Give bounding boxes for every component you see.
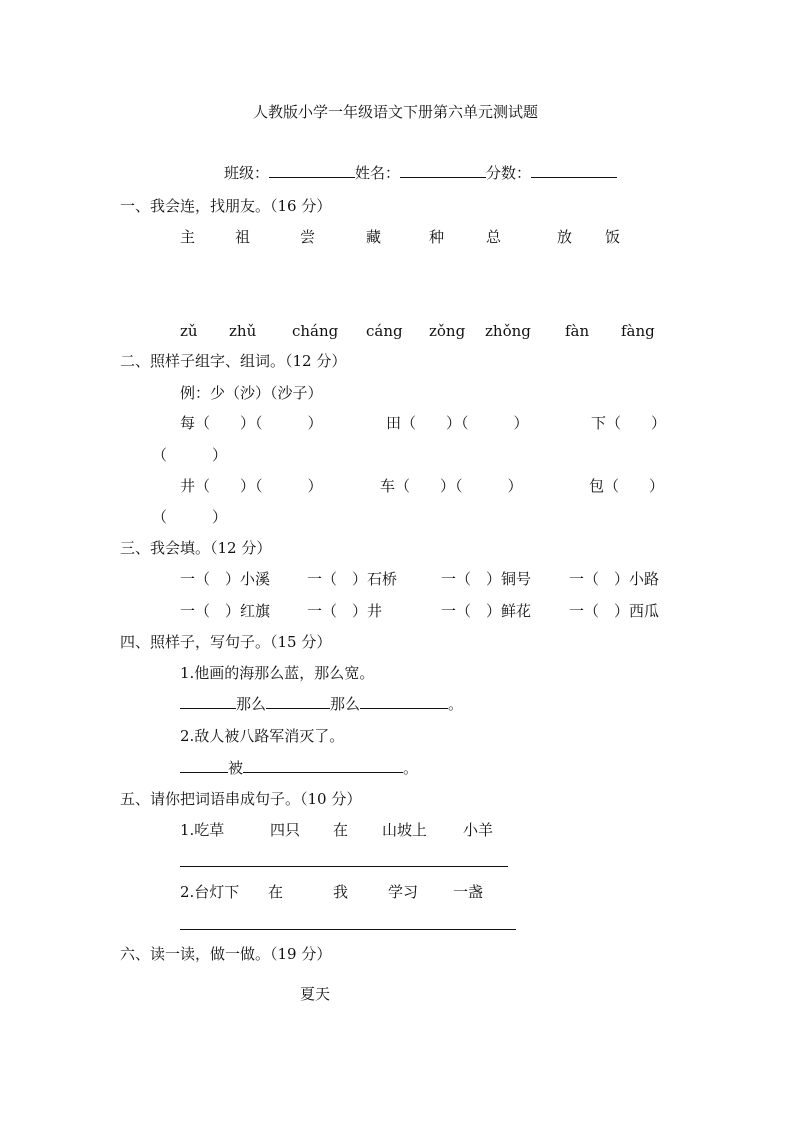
s4-blank-4[interactable] [180, 758, 228, 773]
s4-example-1: 1.他画的海那么蓝，那么宽。 [180, 664, 375, 682]
s1-char-4[interactable]: 藏 [366, 228, 382, 246]
s2-item-xia-wrap[interactable]: （ ） [152, 446, 228, 464]
s5-q1-word-5: 小羊 [463, 821, 494, 839]
s3-item-5[interactable]: 一（ ）红旗 [180, 602, 271, 620]
s1-pinyin-5[interactable]: zǒng [429, 322, 466, 340]
s3-item-8[interactable]: 一（ ）西瓜 [569, 602, 660, 620]
s6-passage-title: 夏天 [300, 985, 331, 1003]
s2-item-mei[interactable]: 每（ ）（ ） [180, 414, 323, 432]
s1-char-6[interactable]: 总 [486, 228, 502, 246]
s5-q1-word-4: 山坡上 [382, 821, 428, 839]
s5-q1-word-1: 1.吃草 [180, 821, 225, 839]
section-1-heading: 一、我会连，找朋友。（16 分） [120, 197, 332, 215]
s1-pinyin-4[interactable]: cáng [366, 322, 403, 340]
section-2-heading: 二、照样子组字、组词。（12 分） [120, 352, 347, 370]
score-blank[interactable] [531, 163, 617, 178]
s4-word-namo-1: 那么 [236, 695, 267, 713]
s1-pinyin-7[interactable]: fàn [565, 322, 590, 340]
s4-example-2: 2.敌人被八路军消灭了。 [180, 727, 345, 745]
s4-word-bei: 被 [228, 759, 244, 777]
s2-item-bao[interactable]: 包（ ） [589, 477, 665, 495]
s2-item-jing[interactable]: 井（ ）（ ） [180, 477, 323, 495]
s4-blank-5[interactable] [243, 758, 403, 773]
s1-char-7[interactable]: 放 [557, 228, 573, 246]
s5-q1-word-3: 在 [333, 821, 349, 839]
s1-char-3[interactable]: 尝 [300, 228, 316, 246]
name-blank[interactable] [400, 163, 486, 178]
section-3-heading: 三、我会填。（12 分） [120, 539, 272, 557]
section-5-heading: 五、请你把词语串成句子。（10 分） [120, 790, 362, 808]
s4-answer-1[interactable] [180, 694, 463, 714]
s5-q2-answer-line[interactable] [180, 929, 516, 930]
s3-item-3[interactable]: 一（ ）铜号 [441, 570, 532, 588]
s5-q2-word-2: 在 [268, 883, 284, 901]
name-label: 姓名： [355, 164, 401, 182]
s4-blank-3[interactable] [360, 694, 448, 709]
s4-period-2: 。 [403, 759, 419, 777]
s1-char-1[interactable]: 主 [180, 228, 196, 246]
info-row [224, 163, 617, 183]
s1-pinyin-3[interactable]: cháng [292, 322, 339, 340]
s4-blank-2[interactable] [266, 694, 330, 709]
s2-item-xia[interactable]: 下（ ） [591, 414, 667, 432]
s5-q1-answer-line[interactable] [180, 866, 508, 867]
s3-item-4[interactable]: 一（ ）小路 [569, 570, 660, 588]
class-label: 班级： [224, 164, 270, 182]
class-blank[interactable] [269, 163, 355, 178]
s5-q2-word-1: 2.台灯下 [180, 883, 240, 901]
s2-item-tian[interactable]: 田（ ）（ ） [386, 414, 529, 432]
score-label: 分数： [486, 164, 532, 182]
s5-q1-word-2: 四只 [270, 821, 301, 839]
s3-item-6[interactable]: 一（ ）井 [307, 602, 383, 620]
s3-item-1[interactable]: 一（ ）小溪 [180, 570, 271, 588]
s2-example: 例：少（沙）（沙子） [180, 384, 323, 402]
s4-period-1: 。 [448, 695, 464, 713]
s1-char-5[interactable]: 种 [429, 228, 445, 246]
s4-answer-2[interactable] [180, 758, 418, 778]
s3-item-7[interactable]: 一（ ）鲜花 [441, 602, 532, 620]
s2-item-bao-wrap[interactable]: （ ） [152, 508, 228, 526]
s5-q2-word-4: 学习 [388, 883, 419, 901]
s4-word-namo-2: 那么 [330, 695, 361, 713]
s1-pinyin-8[interactable]: fàng [621, 322, 655, 340]
section-6-heading: 六、读一读，做一做。（19 分） [120, 945, 332, 963]
s1-char-8[interactable]: 饭 [605, 228, 621, 246]
s2-item-che[interactable]: 车（ ）（ ） [380, 477, 523, 495]
s1-pinyin-6[interactable]: zhǒng [485, 322, 531, 340]
page-title: 人教版小学一年级语文下册第六单元测试题 [253, 103, 539, 121]
s4-blank-1[interactable] [180, 694, 236, 709]
s1-pinyin-2[interactable]: zhǔ [229, 322, 257, 340]
s3-item-2[interactable]: 一（ ）石桥 [307, 570, 398, 588]
s5-q2-word-5: 一盏 [453, 883, 484, 901]
s1-char-2[interactable]: 祖 [235, 228, 251, 246]
s1-pinyin-1[interactable]: zǔ [180, 322, 198, 340]
s5-q2-word-3: 我 [333, 883, 349, 901]
section-4-heading: 四、照样子，写句子。（15 分） [120, 633, 332, 651]
